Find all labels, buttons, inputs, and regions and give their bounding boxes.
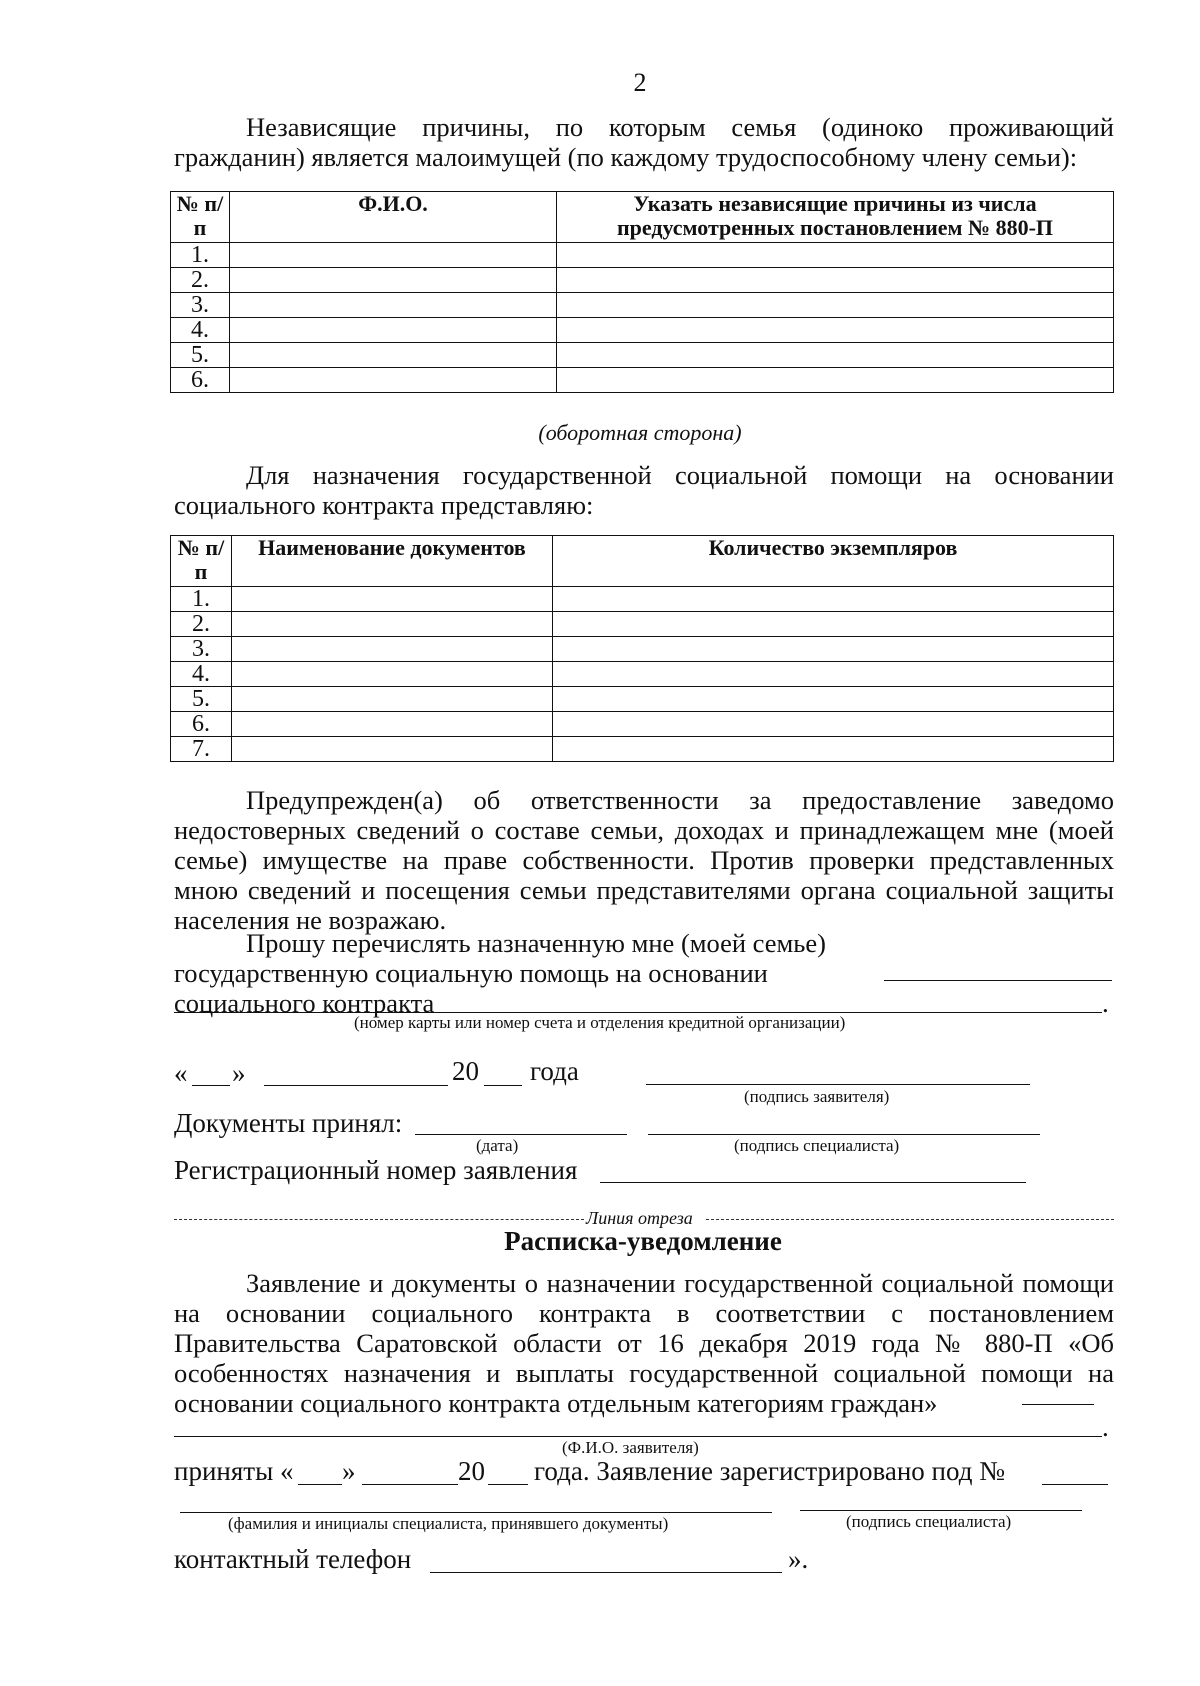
registration-number-field[interactable] (600, 1182, 1026, 1183)
row-number: 2. (171, 612, 232, 637)
warning-text: Предупрежден(а) об ответственности за предоставление заведомо недостоверных сведений о составе семьи, доходах и принадлежащем мне (моей семье) имуществе на праве собственности. Против проверки представленных мною сведений и посещения семьи представителями органа социальной защиты населения не возражаю. (174, 785, 1114, 935)
section2-intro: Для назначения государственной социальной помощи на основании социального контракта представляю: (174, 460, 1114, 520)
row-number: 1. (171, 587, 232, 612)
applicant-fio-caption: (Ф.И.О. заявителя) (562, 1438, 699, 1457)
col-count-header: Количество экземпляров (553, 536, 1114, 587)
table-row (171, 318, 1114, 343)
accepted-label: Документы принял: (174, 1108, 403, 1138)
table-row (171, 687, 1114, 712)
table-row (171, 737, 1114, 762)
account-line-1[interactable] (884, 980, 1112, 981)
section1-intro: Независящие причины, по которым семья (одиноко проживающий гражданин) является малоимущей (по каждому трудоспособному члену семьи): (174, 112, 1114, 172)
doc-name-cell[interactable] (232, 612, 553, 637)
fio-cell[interactable] (230, 293, 557, 318)
row-number: 4. (171, 662, 232, 687)
specialist-signature-caption: (подпись специалиста) (734, 1136, 900, 1155)
table-header-row (171, 192, 1114, 243)
payment-text: Прошу перечислять назначенную мне (моей семье) государственную социальную помощь на основании социального контракта (174, 928, 826, 1018)
receipt-specialist-signature-field[interactable] (800, 1510, 1082, 1511)
table-header-row (171, 536, 1114, 587)
cut-line-right (706, 1219, 1114, 1220)
row-number: 1. (171, 243, 230, 268)
fio-cell[interactable] (230, 368, 557, 393)
phone-end: ». (788, 1544, 809, 1574)
applicant-signature-caption: (подпись заявителя) (744, 1087, 890, 1106)
reason-cell[interactable] (557, 268, 1114, 293)
year-prefix: 20 (452, 1056, 479, 1086)
reason-cell[interactable] (557, 368, 1114, 393)
accepted-date-field[interactable] (415, 1134, 627, 1135)
doc-count-cell[interactable] (553, 737, 1114, 762)
reasons-table (170, 191, 1114, 393)
day-field[interactable] (192, 1085, 230, 1086)
applicant-signature-field[interactable] (646, 1084, 1030, 1085)
reason-cell[interactable] (557, 318, 1114, 343)
date-open-quote: « (174, 1058, 188, 1088)
doc-name-cell[interactable] (232, 587, 553, 612)
fio-cell[interactable] (230, 243, 557, 268)
table-row (171, 293, 1114, 318)
row-number: 6. (171, 368, 230, 393)
card-caption: (номер карты или номер счета и отделения кредитной организации) (354, 1013, 846, 1032)
doc-name-cell[interactable] (232, 687, 553, 712)
table-row (171, 343, 1114, 368)
receipt-accepted-mid: » (342, 1456, 356, 1486)
documents-table (170, 535, 1114, 762)
receipt-accepted-prefix: приняты « (174, 1456, 294, 1486)
fio-cell[interactable] (230, 318, 557, 343)
doc-name-cell[interactable] (232, 662, 553, 687)
fio-cell[interactable] (230, 268, 557, 293)
phone-label: контактный телефон (174, 1544, 412, 1574)
col-num-header: № п/п (171, 536, 232, 587)
doc-count-cell[interactable] (553, 662, 1114, 687)
doc-count-cell[interactable] (553, 612, 1114, 637)
table-row (171, 712, 1114, 737)
reason-cell[interactable] (557, 343, 1114, 368)
receipt-year-prefix: 20 (458, 1456, 485, 1486)
receipt-fio-line-2[interactable] (174, 1436, 1102, 1437)
row-number: 3. (171, 293, 230, 318)
receipt-month-field[interactable] (362, 1484, 458, 1485)
receipt-text: Заявление и документы о назначении государственной социальной помощи на основании социального контракта в соответствии с постановлением Правительства Саратовской области от 16 декабря 2019 года № 880-П «Об особенностях назначения и выплаты государственной социальной помощи на основании социального контракта отдельным категориям граждан» (174, 1268, 1114, 1418)
date-close-quote: » (232, 1058, 246, 1088)
year-word: года (530, 1056, 579, 1086)
receipt-registered-text: года. Заявление зарегистрировано под № (534, 1456, 1005, 1486)
doc-count-cell[interactable] (553, 712, 1114, 737)
table-row (171, 268, 1114, 293)
specialist-signature-field[interactable] (648, 1134, 1040, 1135)
table-row (171, 243, 1114, 268)
cut-line-label: Линия отреза (586, 1208, 693, 1228)
table-row (171, 662, 1114, 687)
table-row (171, 368, 1114, 393)
row-number: 3. (171, 637, 232, 662)
receipt-specialist-signature-caption: (подпись специалиста) (846, 1512, 1012, 1531)
phone-field[interactable] (430, 1572, 782, 1573)
col-fio-header: Ф.И.О. (230, 192, 557, 243)
reason-cell[interactable] (557, 293, 1114, 318)
doc-name-cell[interactable] (232, 737, 553, 762)
receipt-year-field[interactable] (488, 1484, 528, 1485)
receipt-day-field[interactable] (298, 1484, 342, 1485)
accepted-date-caption: (дата) (476, 1136, 519, 1155)
col-reasons-header: Указать независящие причины из числа предусмотренных постановлением № 880-П (557, 192, 1114, 243)
registration-label: Регистрационный номер заявления (174, 1155, 578, 1185)
receipt-fio-line-1[interactable] (1022, 1404, 1094, 1405)
specialist-name-field[interactable] (180, 1512, 772, 1513)
fio-cell[interactable] (230, 343, 557, 368)
table-row (171, 612, 1114, 637)
period: . (1102, 988, 1109, 1018)
col-num-header: № п/п (171, 192, 230, 243)
doc-name-cell[interactable] (232, 637, 553, 662)
receipt-reg-number-field[interactable] (1042, 1484, 1108, 1485)
row-number: 5. (171, 687, 232, 712)
reverse-side-label: (оборотная сторона) (538, 420, 742, 445)
year-field[interactable] (484, 1085, 522, 1086)
receipt-title: Расписка-уведомление (504, 1226, 782, 1256)
month-field[interactable] (264, 1085, 448, 1086)
row-number: 4. (171, 318, 230, 343)
table-row (171, 637, 1114, 662)
doc-count-cell[interactable] (553, 637, 1114, 662)
row-number: 5. (171, 343, 230, 368)
specialist-name-caption: (фамилия и инициалы специалиста, принявшего документы) (228, 1514, 669, 1533)
doc-count-cell[interactable] (553, 687, 1114, 712)
col-docs-header: Наименование документов (232, 536, 553, 587)
page-number: 2 (633, 68, 647, 97)
doc-name-cell[interactable] (232, 712, 553, 737)
row-number: 2. (171, 268, 230, 293)
row-number: 7. (171, 737, 232, 762)
row-number: 6. (171, 712, 232, 737)
reason-cell[interactable] (557, 243, 1114, 268)
cut-line-left (174, 1219, 584, 1220)
receipt-period: . (1102, 1412, 1109, 1442)
doc-count-cell[interactable] (553, 587, 1114, 612)
table-row (171, 587, 1114, 612)
